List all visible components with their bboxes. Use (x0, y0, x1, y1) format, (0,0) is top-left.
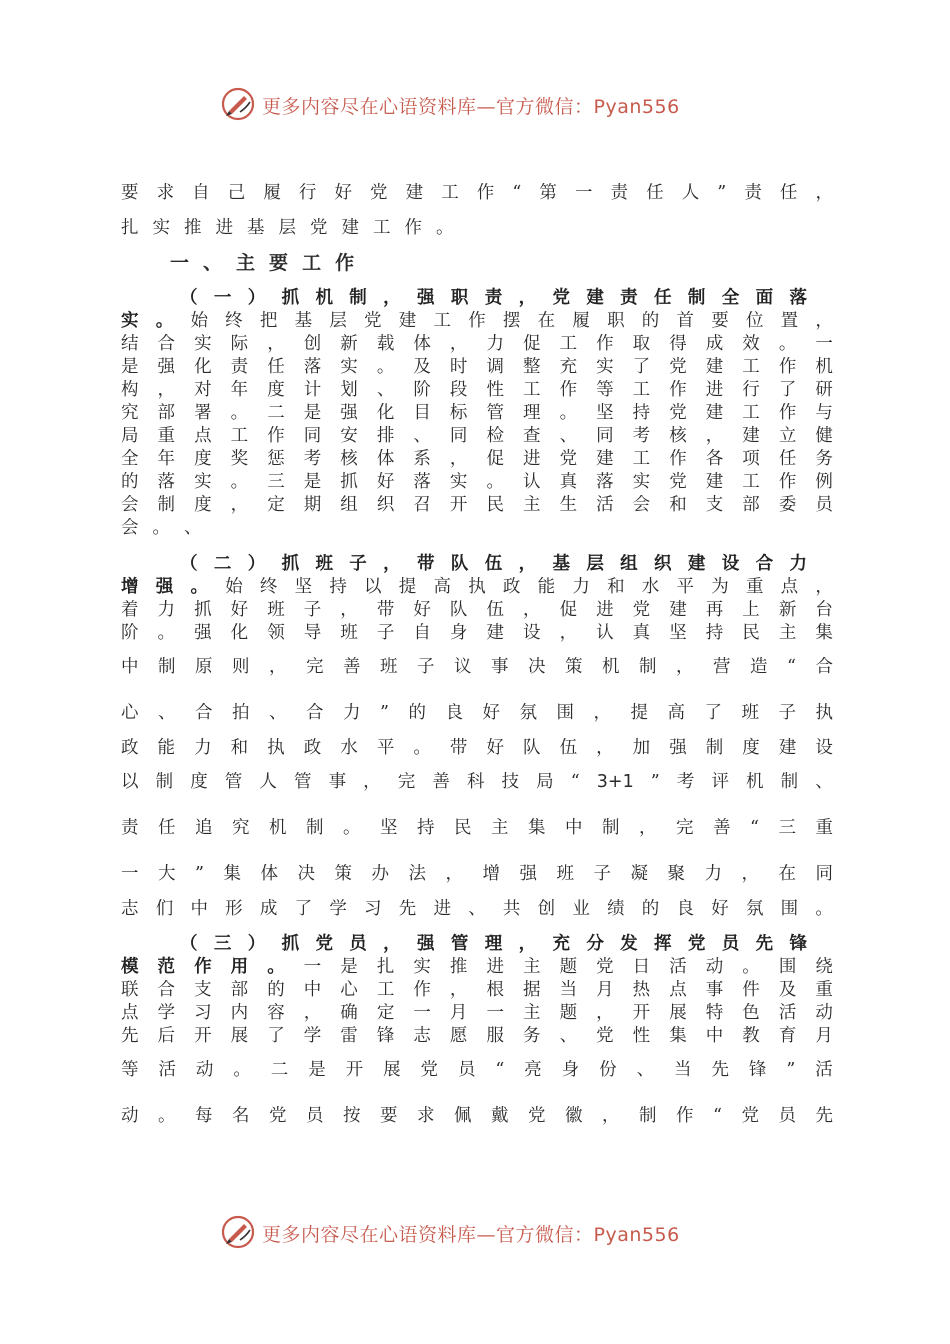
heading-main-work: 一 、 主 要 工 作 (170, 252, 355, 274)
section-3-line-4: 先 后 开 展 了 学 雷 锋 志 愿 服 务 、 党 性 集 中 教 育 月 (121, 1026, 833, 1046)
section-2-line-5: 心 、 合 拍 、 合 力 ” 的 良 好 氛 围 ， 提 高 了 班 子 执 (121, 703, 833, 723)
section-1-line-9: 会 制 度 ， 定 期 组 织 召 开 民 主 生 活 会 和 支 部 委 员 (121, 495, 833, 515)
section-2-line-8: 责 任 追 究 机 制 。 坚 持 民 主 集 中 制 ， 完 善 “ 三 重 (121, 818, 833, 838)
intro-line-2: 扎 实 推 进 基 层 党 建 工 作 。 (121, 218, 454, 238)
intro-line-1: 要 求 自 己 履 行 好 党 建 工 作 “ 第 一 责 任 人 ” 责 任 ， (121, 183, 833, 203)
watermark-banner-bottom (0, 1212, 950, 1252)
section-2-line-1: 增 强 。 始 终 坚 持 以 提 高 执 政 能 力 和 水 平 为 重 点 ， (121, 577, 833, 597)
section-2-heading: （ 二 ） 抓 班 子 ， 带 队 伍 ， 基 层 组 织 建 设 合 力 (180, 554, 807, 574)
watermark-text: 更多内容尽在心语资料库—官方微信：Pyan556 (262, 96, 680, 118)
section-1-line-6: 局 重 点 工 作 同 安 排 、 同 检 查 、 同 考 核 ， 建 立 健 (121, 426, 833, 446)
section-2-line-7: 以 制 度 管 人 管 事 ， 完 善 科 技 局 “ 3+1 ” 考 评 机 制 、 (121, 772, 833, 792)
section-3-line-5: 等 活 动 。 二 是 开 展 党 员 “ 亮 身 份 、 当 先 锋 ” 活 (121, 1060, 833, 1080)
section-1-line-5: 究 部 署 。 二 是 强 化 目 标 管 理 。 坚 持 党 建 工 作 与 (121, 403, 833, 423)
section-1-line-4: 构 ， 对 年 度 计 划 、 阶 段 性 工 作 等 工 作 进 行 了 研 (121, 380, 833, 400)
section-3-line-3: 点 学 习 内 容 ， 确 定 一 月 一 主 题 ， 开 展 特 色 活 动 (121, 1003, 833, 1023)
section-2-line-9: 一 大 ” 集 体 决 策 办 法 ， 增 强 班 子 凝 聚 力 ， 在 同 (121, 864, 833, 884)
watermark-text: 更多内容尽在心语资料库—官方微信：Pyan556 (262, 1224, 680, 1246)
section-1-line-8: 的 落 实 。 三 是 抓 好 落 实 。 认 真 落 实 党 建 工 作 例 (121, 472, 833, 492)
section-1-line-1: 实 。 始 终 把 基 层 党 建 工 作 摆 在 履 职 的 首 要 位 置 ， (121, 311, 833, 331)
section-3-heading: （ 三 ） 抓 党 员 ， 强 管 理 ， 充 分 发 挥 党 员 先 锋 (180, 934, 807, 954)
section-3-line-2: 联 合 支 部 的 中 心 工 作 ， 根 据 当 月 热 点 事 件 及 重 (121, 980, 833, 1000)
section-1-line-10: 会 。 、 (121, 518, 202, 538)
section-1-line-2: 结 合 实 际 ， 创 新 载 体 ， 力 促 工 作 取 得 成 效 。 一 (121, 334, 833, 354)
section-3-line-6: 动 。 每 名 党 员 按 要 求 佩 戴 党 徽 ， 制 作 “ 党 员 先 (121, 1106, 833, 1126)
section-2-line-10: 志 们 中 形 成 了 学 习 先 进 、 共 创 业 绩 的 良 好 氛 围 。 (121, 899, 833, 919)
section-2-line-6: 政 能 力 和 执 政 水 平 。 带 好 队 伍 ， 加 强 制 度 建 设 (121, 738, 833, 758)
watermark-banner-top (0, 84, 950, 124)
section-1-line-3: 是 强 化 责 任 落 实 。 及 时 调 整 充 实 了 党 建 工 作 机 (121, 357, 833, 377)
pen-logo-icon (220, 86, 256, 122)
section-1-heading: （ 一 ） 抓 机 制 ， 强 职 责 ， 党 建 责 任 制 全 面 落 (180, 288, 807, 308)
section-3-line-1: 模 范 作 用 。 一 是 扎 实 推 进 主 题 党 日 活 动 。 围 绕 (121, 957, 833, 977)
section-1-line-7: 全 年 度 奖 惩 考 核 体 系 ， 促 进 党 建 工 作 各 项 任 务 (121, 449, 833, 469)
section-2-line-4: 中 制 原 则 ， 完 善 班 子 议 事 决 策 机 制 ， 营 造 “ 合 (121, 657, 833, 677)
section-2-line-2: 着 力 抓 好 班 子 ， 带 好 队 伍 ， 促 进 党 建 再 上 新 台 (121, 600, 833, 620)
section-2-line-3: 阶 。 强 化 领 导 班 子 自 身 建 设 ， 认 真 坚 持 民 主 集 (121, 623, 833, 643)
pen-logo-icon (220, 1214, 256, 1250)
